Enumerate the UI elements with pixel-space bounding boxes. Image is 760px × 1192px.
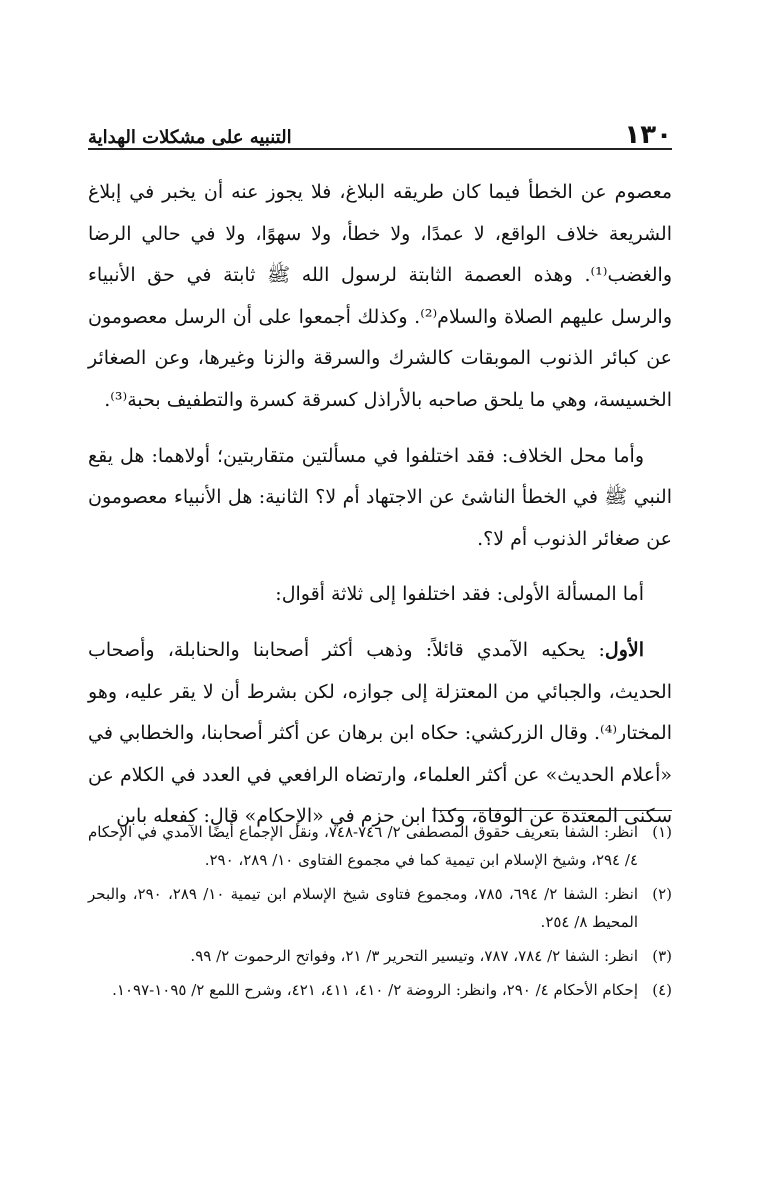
paragraph-2: وأما محل الخلاف: فقد اختلفوا في مسألتين متقاربتين؛ أولاهما: هل يقع النبي ﷺ في الخطأ الناشئ عن الاجتهاد أم لا؟ الثانية: هل الأنبياء معصومون عن صغائر الذنوب أم لا؟. (88, 444, 672, 550)
footnote-text: انظر: الشفا ٢/ ٧٨٤، ٧٨٧، وتيسير التحرير ٣/ ٢١، وفواتح الرحموت ٢/ ٩٩. (190, 947, 638, 965)
footnote-text: انظر: الشفا بتعريف حقوق المصطفى ٢/ ٧٤٦-٧٤٨، ونقل الإجماع أيضًا الآمدي في الإحكام ٤/ ٢٩٤، وشيخ الإسلام ابن تيمية كما في مجموع الفتاوى ١٠/ ٢٨٩، ٢٩٠. (88, 823, 638, 869)
page-header (88, 110, 672, 148)
paragraph-4-text: : يحكيه الآمدي قائلاً: وذهب أكثر أصحابنا والحنابلة، وأصحاب الحديث، والجبائي من المعتزلة إلى جوازه، لكن بشرط أن لا يقر عليه، وهو المختار⁽⁴⁾. وقال الزركشي: حكاه ابن برهان عن أكثر أصحابنا، والخطابي في «أعلام الحديث» عن أكثر العلماء، وارتضاه الرافعي في العدد في الكلام عن سكنى المعتدة عن الوفاة، وكذا ابن حزم في «الإحكام» قال: كفعله بابن (88, 638, 672, 828)
footnote-rule (432, 810, 672, 811)
footnotes (88, 818, 672, 1010)
footnote-number: (٤) (652, 981, 672, 999)
footnote-text: إحكام الأحكام ٤/ ٢٩٠، وانظر: الروضة ٢/ ٤١٠، ٤١١، ٤٢١، وشرح اللمع ٢/ ١٠٩٥-١٠٩٧. (112, 981, 638, 999)
footnote-text: انظر: الشفا ٢/ ٦٩٤، ٧٨٥، ومجموع فتاوى شيخ الإسلام ابن تيمية ١٠/ ٢٨٩، ٢٩٠، والبحر المحيط ٨/ ٢٥٤. (88, 885, 638, 931)
running-title: التنبيه على مشكلات الهداية (88, 127, 292, 148)
main-text (88, 172, 672, 838)
paragraph-1: معصوم عن الخطأ فيما كان طريقه البلاغ، فلا يجوز عنه أن يخبر في إبلاغ الشريعة خلاف الواقع، لا عمدًا، ولا خطأ، ولا سهوًا، ولا في حالي الرضا والغضب⁽¹⁾. وهذه العصمة الثابتة لرسول الله ﷺ ثابتة في حق الأنبياء والرسل عليهم الصلاة والسلام⁽²⁾. وكذلك أجمعوا على أن الرسل معصومون عن كبائر الذنوب الموبقات كالشرك والسرقة والزنا وغيرها، وعن الصغائر الخسيسة، وهي ما يلحق صاحبه بالأراذل كسرقة كسرة والتطفيف بحبة⁽³⁾. (88, 181, 672, 411)
header-rule (88, 148, 672, 150)
footnote (88, 880, 672, 936)
page-number: ١٣٠ (624, 120, 672, 150)
paragraph-4 (88, 630, 672, 838)
footnote-number: (٣) (652, 947, 672, 965)
footnote (88, 818, 672, 874)
paragraph-4-lead: الأول (604, 638, 644, 661)
footnote-number: (١) (652, 823, 672, 841)
paragraph-3: أما المسألة الأولى: فقد اختلفوا إلى ثلاثة أقوال: (275, 583, 644, 606)
footnote (88, 942, 672, 970)
footnote-number: (٢) (652, 885, 672, 903)
footnote (88, 976, 672, 1004)
